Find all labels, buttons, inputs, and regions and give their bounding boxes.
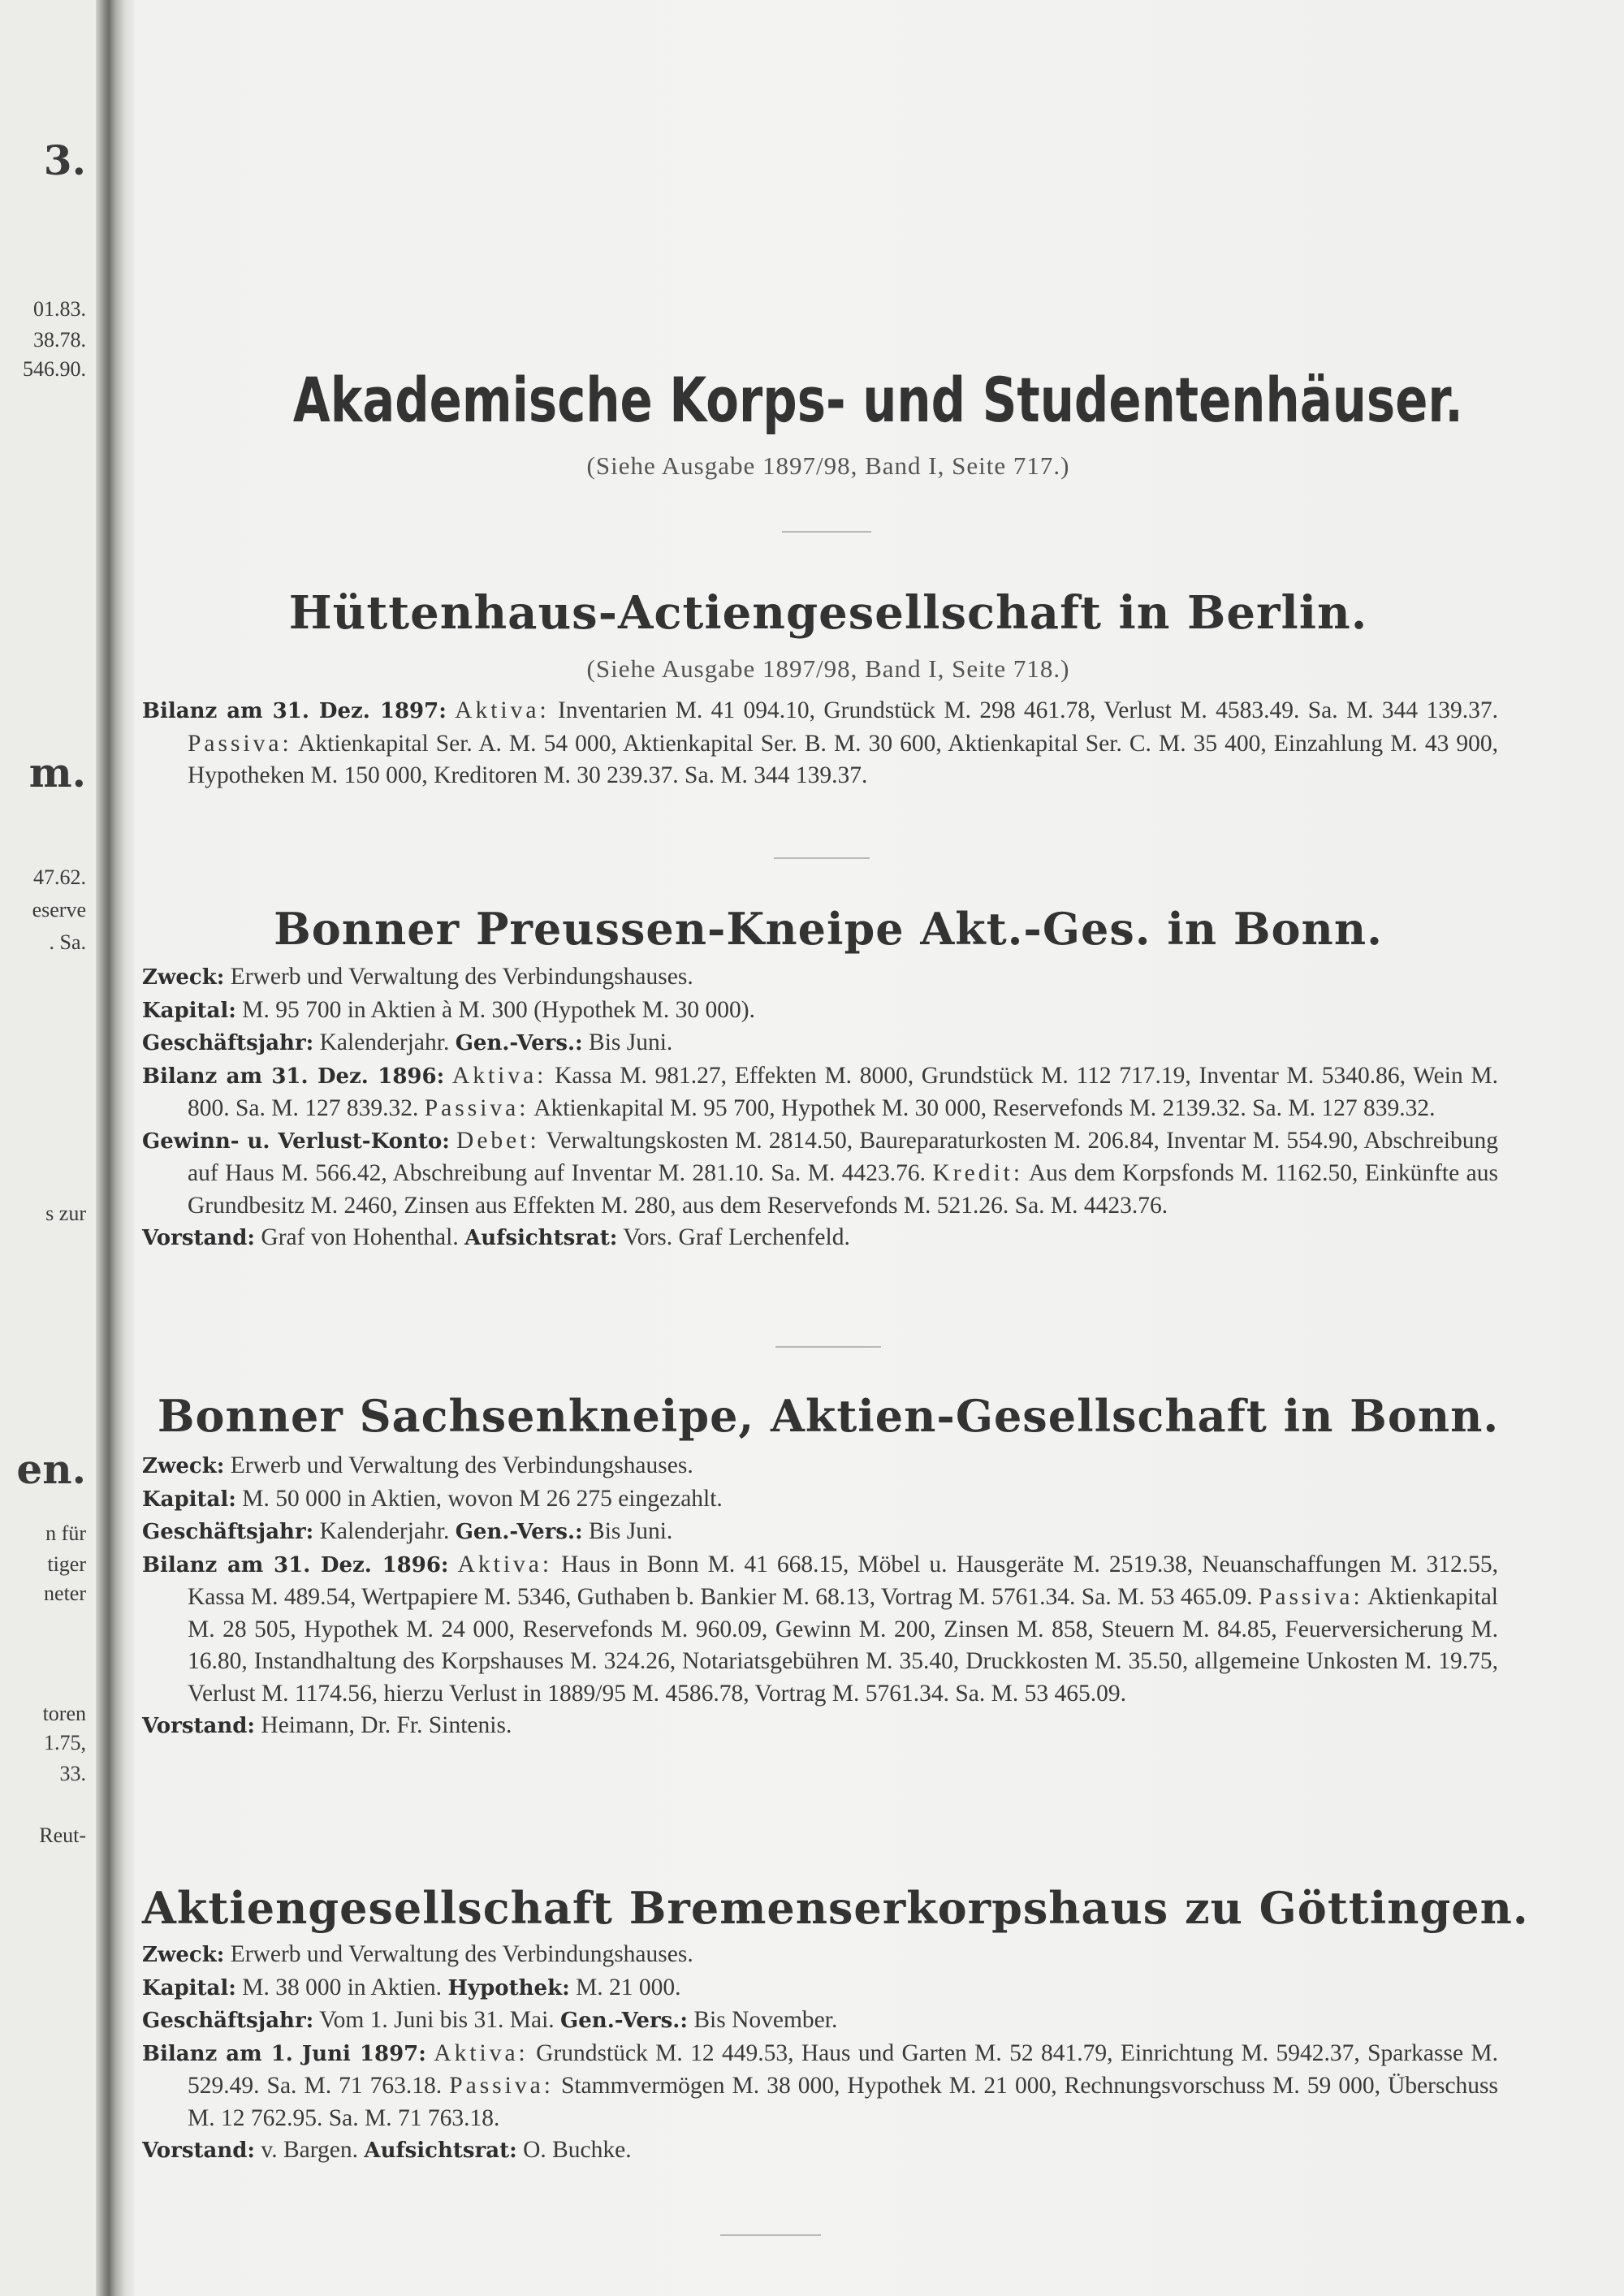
book-spine-shadow [96, 0, 135, 2296]
vorstand-entry [142, 1222, 1498, 1255]
vorstand-text: Heimann, Dr. Fr. Sintenis. [261, 1712, 512, 1738]
kapital-text: M. 50 000 in Aktien, wovon M 26 275 eingezahlt. [242, 1485, 723, 1512]
zweck-label: Zweck: [142, 965, 225, 990]
bilanz-entry [142, 1060, 1498, 1125]
debet-label: Debet: [456, 1127, 540, 1154]
company-body-bremenserkorpshaus [142, 1939, 1498, 2168]
kapital-label: Kapital: [142, 1487, 236, 1512]
geschaeftsjahr-entry [142, 2005, 1498, 2038]
margin-fragment: neter [44, 1582, 86, 1605]
geschaeftsjahr-text: Vom 1. Juni bis 31. Mai. [319, 2007, 555, 2033]
margin-fragment: 01.83. [33, 297, 86, 321]
bilanz-label: Bilanz am 1. Juni 1897: [142, 2041, 426, 2066]
zweck-text: Erwerb und Verwaltung des Verbindungshauses. [230, 1452, 693, 1478]
aktiva-label: Aktiva: [434, 2039, 529, 2066]
geschaeftsjahr-label: Geschäftsjahr: [142, 1031, 314, 1055]
kapital-label: Kapital: [142, 998, 236, 1023]
passiva-label: Passiva: [424, 1095, 529, 1121]
kapital-label: Kapital: [142, 1975, 236, 2000]
aktiva-label: Aktiva: [451, 1062, 547, 1089]
divider [775, 1346, 881, 1348]
margin-fragment: eserve [32, 898, 86, 921]
company-body-huettenhaus [142, 695, 1498, 792]
aktiva-label: Aktiva: [455, 697, 550, 723]
passiva-text: Aktienkapital Ser. A. M. 54 000, Aktienkapital Ser. B. M. 30 600, Aktienkapital Ser. C. M. 35 400, Einzahlung M. 43 900, Hypotheken M. 150 000, Kreditoren M. 30 239.37. Sa. M. 344 139.37. [188, 730, 1499, 788]
zweck-entry [142, 1450, 1498, 1483]
aktiva-text: Inventarien M. 41 094.10, Grundstück M. 298 461.78, Verlust M. 4583.49. Sa. M. 344 139.37. [558, 697, 1498, 723]
margin-fragment: 38.78. [33, 328, 86, 352]
margin-fragment: 33. [59, 1762, 86, 1785]
bilanz-entry [142, 2038, 1498, 2135]
margin-fragment: 546.90. [23, 357, 86, 381]
aufsichtsrat-text: O. Buchke. [523, 2137, 632, 2163]
kapital-text: M. 38 000 in Aktien. [242, 1974, 443, 2000]
company-body-sachsenkneipe [142, 1450, 1498, 1743]
passiva-text: Aktienkapital M. 28 505, Hypothek M. 24 000, Reservefonds M. 960.09, Gewinn M. 200, Zinsen M. 858, Steuern M. 84.85, Feuerversicherung M. 16.80, Instandhaltung des Korpshauses M. 324.26, Notariatsgebühren M. 35.40, Druckkosten M. 35.50, allgemeine Unkosten M. 19.75, Verlust M. 1174.56, hierzu Verlust in 1889/95 M. 4586.78, Vortrag M. 5761.34. Sa. M. 53 465.09. [188, 1584, 1498, 1707]
margin-fragment: 47.62. [33, 865, 86, 889]
gen-vers-label: Gen.-Vers.: [560, 2009, 688, 2033]
company-body-preussen-kneipe [142, 961, 1498, 1255]
section-title: Akademische Korps- und Studentenhäuser. [292, 364, 1463, 436]
passiva-text: Stammvermögen M. 38 000, Hypothek M. 21 000, Rechnungsvorschuss M. 59 000, Überschuss M. 12 762.95. Sa. M. 71 763.18. [188, 2073, 1498, 2131]
bilanz-entry [142, 695, 1498, 792]
bilanz-label: Bilanz am 31. Dez. 1896: [142, 1064, 445, 1089]
geschaeftsjahr-entry [142, 1027, 1498, 1060]
margin-fragment: 3. [43, 136, 86, 184]
geschaeftsjahr-entry [142, 1516, 1498, 1549]
gen-vers-label: Gen.-Vers.: [455, 1520, 583, 1544]
debet-text: Verwaltungskosten M. 2814.50, Baureparaturkosten M. 206.84, Inventar M. 554.90, Abschreibung auf Haus M. 566.42, Abschreibung auf Inventar M. 281.10. Sa. M. 4423.76. [188, 1127, 1498, 1186]
margin-fragment: n für [45, 1521, 86, 1545]
geschaeftsjahr-text: Kalenderjahr. [319, 1518, 450, 1544]
zweck-entry [142, 1939, 1498, 1972]
margin-fragment: Reut- [39, 1823, 86, 1847]
guv-entry [142, 1125, 1498, 1223]
margin-fragment: toren [42, 1702, 86, 1725]
kapital-entry [142, 1483, 1498, 1517]
margin-fragment: 1.75, [44, 1731, 86, 1754]
divider [720, 2234, 821, 2236]
geschaeftsjahr-label: Geschäftsjahr: [142, 1520, 314, 1544]
company-title-bremenserkorpshaus: Aktiengesellschaft Bremenserkorpshaus zu Göttingen. [142, 1882, 1529, 1934]
kapital-text: M. 95 700 in Aktien à M. 300 (Hypothek M. 30 000). [242, 996, 755, 1023]
margin-fragment: m. [28, 749, 86, 796]
aktiva-label: Aktiva: [457, 1551, 553, 1577]
company-title-huettenhaus: Hüttenhaus-Actiengesellschaft in Berlin. [288, 586, 1368, 640]
passiva-label: Passiva: [449, 2073, 554, 2099]
aktiva-text: Haus in Bonn M. 41 668.15, Möbel u. Hausgeräte M. 2519.38, Neuanschaffungen M. 312.55, Kassa M. 489.54, Wertpapiere M. 5346, Guthaben b. Bankier M. 68.13, Vortrag M. 5761.34. Sa. M. 53 465.09. [188, 1551, 1498, 1610]
guv-label: Gewinn- u. Verlust-Konto: [142, 1129, 450, 1154]
zweck-entry [142, 961, 1498, 995]
margin-fragment: en. [16, 1445, 86, 1493]
kapital-entry [142, 1972, 1498, 2005]
kredit-label: Kredit: [932, 1160, 1024, 1186]
vorstand-label: Vorstand: [142, 2138, 256, 2163]
vorstand-entry [142, 2134, 1498, 2168]
geschaeftsjahr-label: Geschäftsjahr: [142, 2009, 314, 2033]
aufsichtsrat-text: Vors. Graf Lerchenfeld. [623, 1224, 850, 1250]
company-title-sachsenkneipe: Bonner Sachsenkneipe, Aktien-Gesellschaft in Bonn. [157, 1390, 1500, 1442]
hypothek-text: M. 21 000. [576, 1974, 681, 2000]
divider [774, 857, 870, 859]
margin-fragment: tiger [47, 1552, 86, 1576]
section-reference: (Siehe Ausgabe 1897/98, Band I, Seite 717.) [586, 451, 1070, 480]
zweck-label: Zweck: [142, 1943, 225, 1967]
hypothek-label: Hypothek: [447, 1975, 570, 2000]
gen-vers-text: Bis Juni. [589, 1518, 673, 1544]
geschaeftsjahr-text: Kalenderjahr. [319, 1029, 450, 1055]
aufsichtsrat-label: Aufsichtsrat: [364, 2138, 517, 2163]
main-column [142, 0, 1529, 2296]
passiva-text: Aktienkapital M. 95 700, Hypothek M. 30 000, Reservefonds M. 2139.32. Sa. M. 127 839.32. [533, 1095, 1436, 1121]
company-title-preussen-kneipe: Bonner Preussen-Kneipe Akt.-Ges. in Bonn. [274, 903, 1383, 955]
vorstand-label: Vorstand: [142, 1714, 256, 1738]
bilanz-entry [142, 1549, 1498, 1711]
passiva-label: Passiva: [1258, 1584, 1363, 1610]
zweck-label: Zweck: [142, 1454, 225, 1478]
vorstand-entry [142, 1710, 1498, 1743]
aufsichtsrat-label: Aufsichtsrat: [464, 1226, 618, 1250]
kredit-text: Aus dem Korpsfonds M. 1162.50, Einkünfte aus Grundbesitz M. 2460, Zinsen aus Effekten M. 280, aus dem Reservefonds M. 521.26. Sa. M. 4423.76. [188, 1160, 1498, 1219]
bilanz-label: Bilanz am 31. Dez. 1897: [142, 699, 447, 723]
gen-vers-label: Gen.-Vers.: [455, 1031, 583, 1055]
aktiva-text: Grundstück M. 12 449.53, Haus und Garten M. 52 841.79, Einrichtung M. 5942.37, Sparkasse M. 529.49. Sa. M. 71 763.18. [188, 2039, 1499, 2099]
gen-vers-text: Bis Juni. [589, 1029, 673, 1055]
left-page-fragment [0, 0, 104, 2296]
zweck-text: Erwerb und Verwaltung des Verbindungshauses. [230, 964, 693, 990]
margin-fragment: . Sa. [49, 930, 86, 954]
aktiva-text: Kassa M. 981.27, Effekten M. 8000, Grundstück M. 112 717.19, Inventar M. 5340.86, Wein M. 800. Sa. M. 127 839.32. [188, 1062, 1498, 1121]
bilanz-label: Bilanz am 31. Dez. 1896: [142, 1552, 449, 1577]
passiva-label: Passiva: [188, 730, 292, 757]
divider [782, 531, 871, 533]
vorstand-label: Vorstand: [142, 1226, 256, 1250]
zweck-text: Erwerb und Verwaltung des Verbindungshauses. [230, 1941, 693, 1967]
company-reference-huettenhaus: (Siehe Ausgabe 1897/98, Band I, Seite 718.) [586, 654, 1070, 683]
gen-vers-text: Bis November. [693, 2007, 838, 2033]
margin-fragment: s zur [45, 1202, 86, 1225]
vorstand-text: Graf von Hohenthal. [261, 1224, 459, 1250]
kapital-entry [142, 995, 1498, 1028]
vorstand-text: v. Bargen. [261, 2137, 359, 2163]
